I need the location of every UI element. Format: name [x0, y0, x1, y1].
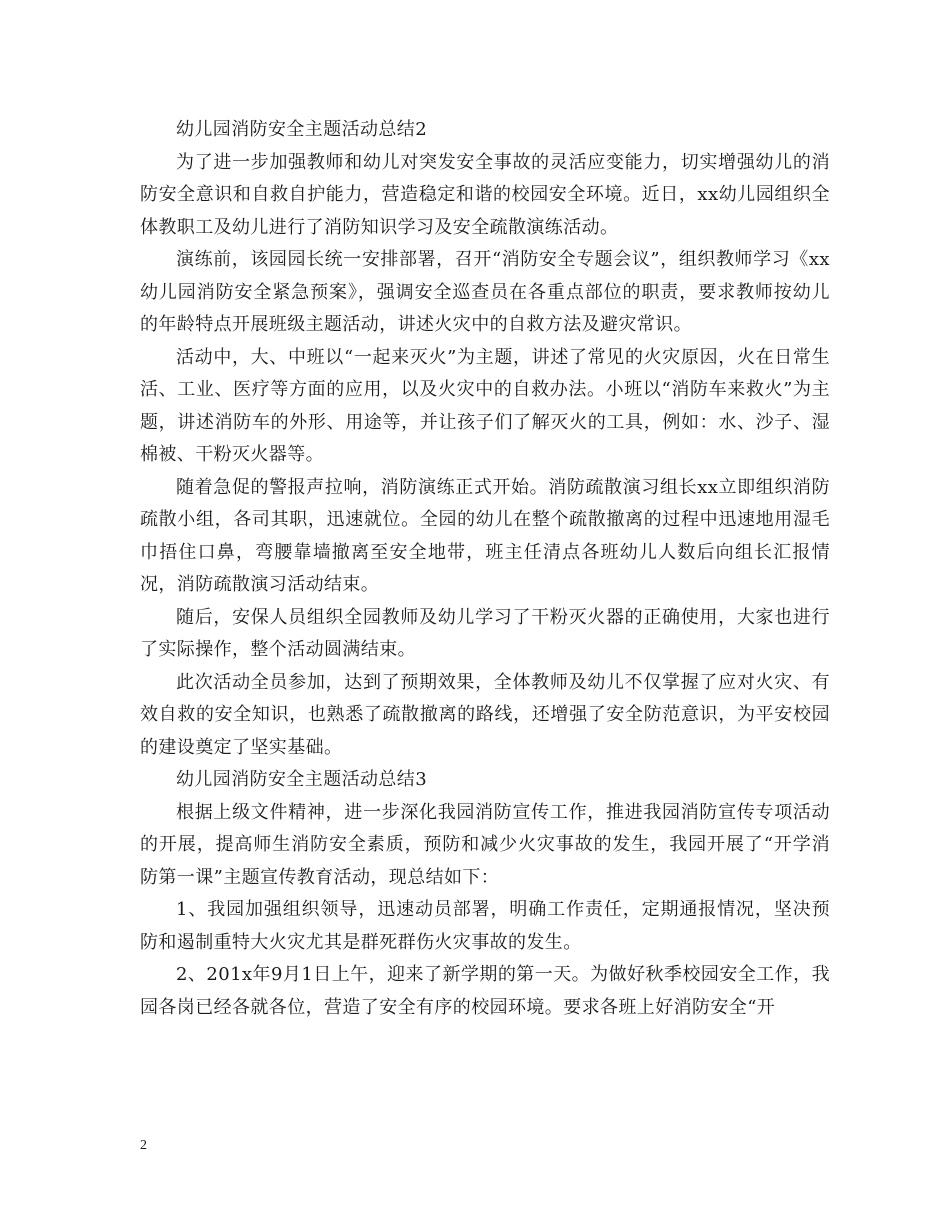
paragraph: 随着急促的警报声拉响，消防演练正式开始。消防疏散演习组长xx立即组织消防疏散小组，各司其职，迅速就位。全园的幼儿在整个疏散撤离的过程中迅速地用湿毛巾捂住口鼻，弯腰靠墙撤离至安全地带，班主任清点各班幼儿人数后向组长汇报情况，消防疏散演习活动结束。	[140, 476, 830, 595]
section-heading-3: 幼儿园消防安全主题活动总结3	[176, 769, 428, 790]
page-number: 2	[140, 1138, 147, 1153]
paragraph: 演练前，该园园长统一安排部署，召开“消防安全专题会议”，组织教师学习《xx幼儿园消防安全紧急预案》，强调安全巡查员在各重点部位的职责，要求教师按幼儿的年龄特点开展班级主题活动，讲述火灾中的自救方法及避灾常识。	[140, 249, 830, 335]
paragraph: 2、201x年9月1日上午，迎来了新学期的第一天。为做好秋季校园安全工作，我园各岗已经各就各位，营造了安全有序的校园环境。要求各班上好消防安全“开	[140, 964, 830, 1018]
document-body	[140, 114, 830, 1024]
paragraph: 随后，安保人员组织全园教师及幼儿学习了干粉灭火器的正确使用，大家也进行了实际操作，整个活动圆满结束。	[140, 606, 830, 660]
paragraph: 活动中，大、中班以“一起来灭火”为主题，讲述了常见的火灾原因，火在日常生活、工业、医疗等方面的应用，以及火灾中的自救办法。小班以“消防车来救火”为主题，讲述消防车的外形、用途等，并让孩子们了解灭火的工具，例如：水、沙子、湿棉被、干粉灭火器等。	[140, 346, 830, 465]
paragraph: 为了进一步加强教师和幼儿对突发安全事故的灵活应变能力，切实增强幼儿的消防安全意识和自救自护能力，营造稳定和谐的校园安全环境。近日，xx幼儿园组织全体教职工及幼儿进行了消防知识学习及安全疏散演练活动。	[140, 151, 830, 238]
paragraph: 此次活动全员参加，达到了预期效果，全体教师及幼儿不仅掌握了应对火灾、有效自救的安全知识，也熟悉了疏散撤离的路线，还增强了安全防范意识，为平安校园的建设奠定了坚实基础。	[140, 671, 830, 758]
paragraph: 1、我园加强组织领导，迅速动员部署，明确工作责任，定期通报情况，坚决预防和遏制重特大火灾尤其是群死群伤火灾事故的发生。	[140, 899, 830, 953]
section-heading-2: 幼儿园消防安全主题活动总结2	[176, 119, 428, 140]
paragraph: 根据上级文件精神，进一步深化我园消防宣传工作，推进我园消防宣传专项活动的开展，提高师生消防安全素质，预防和减少火灾事故的发生，我园开展了“开学消防第一课”主题宣传教育活动，现总结如下：	[140, 801, 830, 888]
